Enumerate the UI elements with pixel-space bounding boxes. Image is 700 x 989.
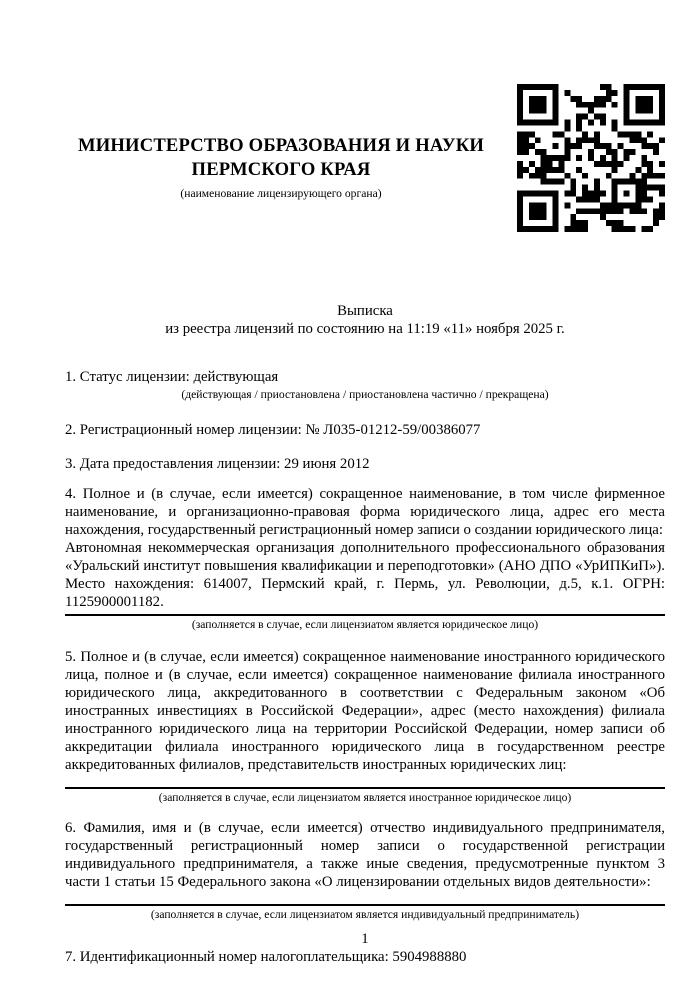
ministry-name-line1: МИНИСТЕРСТВО ОБРАЗОВАНИЯ И НАУКИ	[77, 135, 485, 156]
title-line2: из реестра лицензий по состоянию на 11:19 «11» ноября 2025 г.	[165, 321, 565, 337]
legal-entity-rule	[65, 614, 665, 616]
legal-entity-hint: (заполняется в случае, если лицензиатом является юридическое лицо)	[191, 617, 539, 631]
legal-entity-answer: Автономная некоммерческая организация дополнительного профессионального образования «Уральский институт повышения квалификации и переподготовки» (АНО ДПО «УрИПКиП»). Место нахождения: 614007, Пермский край, г. Пермь, ул. Революции, д.5, к.1. ОГРН: 1125900001182.	[65, 539, 665, 610]
qr-code-icon	[517, 84, 665, 232]
document-title	[65, 302, 665, 338]
item-license-status	[65, 368, 665, 402]
item-foreign-entity	[65, 648, 665, 805]
registration-number-text: 2. Регистрационный номер лицензии: № Л035-01212-59/00386077	[65, 421, 481, 438]
issuing-authority-block	[65, 84, 497, 201]
item-grant-date	[65, 455, 665, 473]
taxpayer-number-text: 7. Идентификационный номер налогоплательщика: 5904988880	[65, 948, 467, 965]
item-individual-entrepreneur	[65, 819, 665, 922]
foreign-entity-question: 5. Полное и (в случае, если имеется) сокращенное наименование иностранного юридического лица, полное и (в случае, если имеется) сокращенное наименование филиала иностранного юридического лица, аккредитованного в соответствии с Федеральным законом «Об иностранных инвестициях в Российской Федерации», адрес (место нахождения) филиала иностранного юридического лица на территории Российской Федерации, номер записи об аккредитации филиала иностранного юридического лица в государственном реестре аккредитованных филиалов, представительств иностранных юридических лиц:	[65, 648, 665, 773]
individual-entrepreneur-blank-rule	[65, 904, 665, 906]
foreign-entity-blank-rule	[65, 787, 665, 789]
foreign-entity-hint: (заполняется в случае, если лицензиатом является иностранное юридическое лицо)	[158, 790, 572, 804]
page-number: 1	[361, 931, 369, 947]
item-taxpayer-number	[65, 948, 665, 966]
individual-entrepreneur-hint: (заполняется в случае, если лицензиатом является индивидуальный предприниматель)	[150, 907, 580, 921]
license-status-text: 1. Статус лицензии: действующая	[65, 369, 279, 385]
title-line1: Выписка	[337, 303, 393, 319]
grant-date-text: 3. Дата предоставления лицензии: 29 июня 2012	[65, 455, 370, 472]
individual-entrepreneur-question: 6. Фамилия, имя и (в случае, если имеется) отчество индивидуального предпринимателя, государственный регистрационный номер записи о государственной регистрации индивидуального предпринимателя, а также иные сведения, предусмотренные пунктом 3 части 1 статьи 15 Федерального закона «О лицензировании отдельных видов деятельности»:	[65, 819, 665, 890]
ministry-name-line2: ПЕРМСКОГО КРАЯ	[191, 159, 371, 181]
license-status-hint: (действующая / приостановлена / приостановлена частично / прекращена)	[181, 388, 549, 401]
legal-entity-question: 4. Полное и (в случае, если имеется) сокращенное наименование, в том числе фирменное наименование, и организационно-правовая форма юридического лица, адрес его места нахождения, государственный регистрационный номер записи о создании юридического лица:	[65, 485, 665, 538]
issuing-authority-caption: (наименование лицензирующего органа)	[180, 187, 382, 201]
item-legal-entity	[65, 485, 665, 632]
item-registration-number	[65, 421, 665, 439]
document-header	[65, 0, 665, 232]
